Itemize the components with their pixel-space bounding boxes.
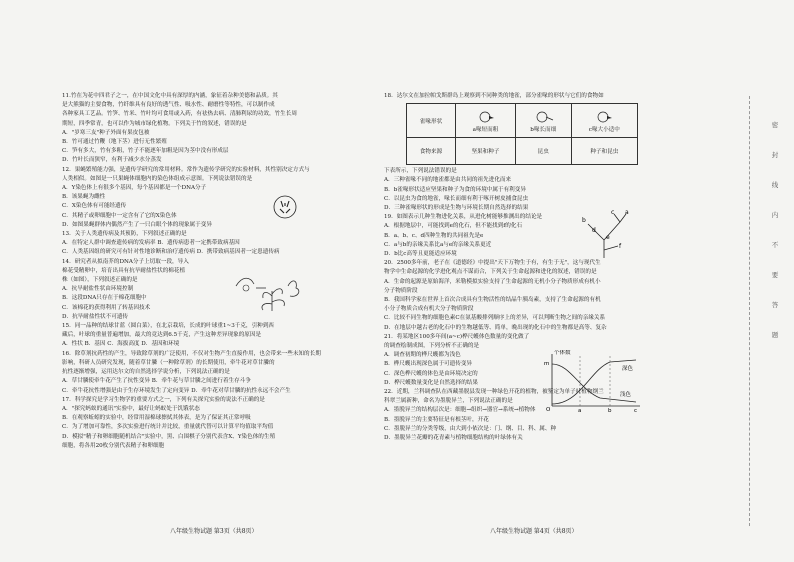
beak-a <box>456 104 516 138</box>
text-line: 22．近期，兰科调查队在西藏墨脱县发现一种绿色开花的植物，被鉴定为单子叶植物纲兰 <box>384 389 604 396</box>
binding-char: 线 <box>771 181 779 189</box>
text-line: 物学中生命起源的化学进化观点不谋而合，下列关于生命起源和进化的叙述，错误的是 <box>384 269 597 276</box>
tree-label: d <box>592 227 596 234</box>
text-line: 17．科学探究是学习生物学的重要方式之一，下列有关探究实验的说法不正确的是 <box>62 396 265 403</box>
text-line: A．性状 B．基因 C．海拔高度 D．基因和环境 <box>62 341 180 348</box>
seal-line <box>749 96 750 526</box>
beak-c <box>571 104 637 138</box>
beak-label: b喙长而细 <box>530 126 557 133</box>
text-line: B．b雀喙形状适应坚果和种子为食的环境中属于有利变异 <box>384 186 526 193</box>
text-line: B．该果蝇为雌性 <box>62 194 106 201</box>
text-line: 下表所示，下列说法错误的是 <box>384 168 457 175</box>
binding-char: 不 <box>771 241 779 249</box>
text-line: 13．关于人类遗传病及其预防，下列叙述正确的是 <box>62 231 187 238</box>
text-line: C．墨脱异兰的分类等级，由大到小依次是：门、纲、目、科、属、种 <box>384 425 557 432</box>
text-line: 影响，科研人员研究发现，随着草甘膦（一种除草剂）的长期使用，牵牛花对草甘膦的 <box>62 359 275 366</box>
text-line: 期短，四季常青，也可以作为城市绿化植物。下列关于竹的叙述，错误的是 <box>62 120 247 127</box>
text-line: 抗性逐渐增强，运用达尔文的自然选择学说分析，下列说法正确的是 <box>62 369 230 376</box>
text-line: 11.竹在为花中四君子之一，在中国文化中具有深厚的内涵，象征着杂种美德和品质。其 <box>62 93 278 99</box>
text-line: 15．同一品种的结球甘蓝（圆白菜），在北京栽培，长成的叶球重1~3千克，引种到西 <box>62 323 274 330</box>
text-line: 科翠兰属新种，命名为墨脱异兰，下列说法正确的是 <box>384 398 513 405</box>
text-line: B．这段DNA只存在于棉花细胞中 <box>62 295 147 302</box>
text-line: D．墨脱异兰花瓣的花青素与植物细胞结构的叶绿体有关 <box>384 435 523 442</box>
text-line: D．b比c高等且更能适应环境 <box>384 251 457 258</box>
graph-xtick: b <box>608 408 612 412</box>
text-line: C．X染色体有可能经遗传 <box>62 203 127 210</box>
text-line: B．在观察蚯蚓的实验中，经常用湿棉球擦拭其体表，是为了保证其正常呼吸 <box>62 415 251 422</box>
binding-margin <box>768 110 782 350</box>
tree-label: e <box>606 234 610 241</box>
text-line: A．调查初期的桦尺蠖都为浅色 <box>384 352 461 359</box>
text-line: 19．如图表示几种生物进化关系，从进化树能够推测出的结论是 <box>384 214 543 221</box>
text-line: D．在地层中越古老的化石中的生物越低等、简单，晚出现的化石中的生物都是高等、复杂 <box>384 324 607 331</box>
text-line: 小分子物质合成有机大分子物质阶段 <box>384 306 474 313</box>
text-line: D．模拟"精子和卵细胞随机结合"实验中，黑、白围棋子分别代表含X、Y染色体的生殖 <box>62 433 276 440</box>
text-line: D．桦尺蠖数量变化是自然选择的结果 <box>384 379 478 386</box>
tree-label: f <box>619 243 622 250</box>
text-line: A．三种雀喙不同的地雀都是由共同的祖先进化而来 <box>384 177 512 184</box>
text-line: C．人类基因组的研究可有针对性地诊断和治疗遗传病 D．携带致病基因者一定患遗传病 <box>62 249 280 256</box>
food-cell: 坚果和种子 <box>456 138 516 165</box>
text-line: A．根据地层中，可能找到e的化石，但不能找到f的化石 <box>384 223 523 230</box>
table-row-label: 雀喙形状 <box>407 104 456 138</box>
text-line: D．抗旱耐盐性状不可遗传 <box>62 313 129 320</box>
text-line: C．以昆虫为食的地雀，喙长而细有利于啄开树皮捕食昆虫 <box>384 195 529 202</box>
text-line: 棉花受精卵中，培育出具有抗旱耐盐性状的棉花植 <box>62 267 186 274</box>
text-line: B．墨脱异兰的主要特征是有根茎叶，开花 <box>384 416 489 423</box>
text-line: 21．将某地区100多年间(a~c)桦尺蠖体色数量的变化做了 <box>384 333 530 340</box>
text-line: C．笋有多大，竹有多粗，竹子不能逐年加粗是因为茎中没有形成层 <box>62 148 229 155</box>
text-line: C．a与b的亲缘关系比a与e的亲缘关系更近 <box>384 241 492 248</box>
left-column <box>62 92 362 451</box>
text-line: A．Y染色体上有很多个基因，每个基因都是一个DNA分子 <box>62 185 207 192</box>
graph-xtick: c <box>634 408 638 412</box>
page-footer-left: 八年级生物试题 第3页（共8页） <box>170 528 258 535</box>
beak-b-icon <box>532 109 554 123</box>
beak-label: c喙大小适中 <box>588 126 620 133</box>
graph-xtick: a <box>578 408 582 412</box>
binding-char: 题 <box>771 331 779 339</box>
text-line: 16．除草剂抗药性的产生，导致除草剂的广泛使用，不仅对生物产生直接作用，也会带来一些未知的长期 <box>62 350 321 357</box>
text-line: D．竹叶长而狭窄，有利于减少水分蒸发 <box>62 157 162 164</box>
food-cell: 种子和昆虫 <box>571 138 637 165</box>
text-line: C．该棉花的获得利用了转基因技术 <box>62 304 151 311</box>
text-line: A．墨脱异兰的结构层次是：细胞→组织→器官→系统→植物体 <box>384 407 536 414</box>
text-line: B．竹可通过竹鞭（地下茎）进行无性繁殖 <box>62 139 167 146</box>
chromosome-figure <box>272 194 298 220</box>
text-line: 18．达尔文在加拉帕戈斯群岛上观察到不同种类的地雀，部分雀喙的形状与它们的食物如 <box>384 93 604 99</box>
text-line: 是大熊猫的主要食物，竹纤维具有良好的透气性、吸水性、耐磨性等特性，可以制作成 <box>62 102 275 109</box>
evolution-tree-figure <box>574 210 634 262</box>
text-line: A．抗旱耐盐性状由环境控制 <box>62 286 134 293</box>
beak-a-icon <box>474 109 496 123</box>
text-line: C．为了增加可靠性，多次实验进行统计并比较，重量就代替可以计算平均值取平均值 <box>62 424 274 431</box>
text-line: C．牵牛花抗性增强是由于生存环境发生了定向变异 D．牵牛花对草甘膦的抗性永远不会产生 <box>62 387 291 394</box>
binding-char: 封 <box>771 151 779 159</box>
legend-dark: 深色 <box>622 366 634 372</box>
text-line: 20．2500多年前，老子在《道德经》中提出"天下万物生于有，有生于无"，这与现代生 <box>384 260 601 267</box>
text-line: 12．果蝇繁殖能力强，是遗传学研究的常用材料。常作为遗传学研究的实验材料，其性别决定方式与 <box>62 166 310 173</box>
legend-light: 浅色 <box>620 392 632 398</box>
beak-b <box>515 104 571 138</box>
moth-population-graph <box>540 350 644 412</box>
text-line: 藏后，叶球的重量普遍增加，最大的竟达到6.5千克，产生这种差异现象的原因是 <box>62 332 262 339</box>
text-line: 14．研究者从拟南芥的DNA分子上切取一段，导入 <box>62 258 189 265</box>
food-cell: 昆虫 <box>515 138 571 165</box>
binding-char: 要 <box>771 271 779 279</box>
graph-origin: O <box>546 407 551 412</box>
text-line: 的调查绘制成图，下列分析不正确的是 <box>384 343 480 350</box>
table-row-label: 食物来源 <box>407 138 456 165</box>
text-line: B．桦尺蠖出现深色属于可遗传变异 <box>384 361 473 368</box>
text-line: C．深色桦尺蠖的体色是由环境决定的 <box>384 370 478 377</box>
text-line: B．a、b、c、d四种生物的共同祖先是e <box>384 232 484 239</box>
tree-label: c <box>611 210 615 216</box>
text-line: 株（如图），下列叙述正确的是 <box>62 277 138 284</box>
text-line: A．草甘膦使牵牛花产生了抗性变异 B．牵牛花与草甘膦之间进行着生存斗争 <box>62 378 251 385</box>
text-line: D．如图果蝇群体内偶然产生了一只白眼个体的现象属于变异 <box>62 221 212 228</box>
tree-label: a <box>625 210 629 216</box>
binding-char: 内 <box>771 211 779 219</box>
text-line: A．生命的起源是原始海洋，米勒模拟实验支持了生命起源的无机小分子物质形成有机小 <box>384 278 601 285</box>
graph-ymark: m <box>544 361 550 367</box>
text-line: A．"岁寒三友"种子外面有果皮包被 <box>62 129 150 136</box>
text-line: D．三种雀喙形状的形成是生物与环境长期自然选择的结果 <box>384 205 529 212</box>
graph-ylabel: 个体数 <box>554 350 571 356</box>
text-line: C．比较不同生物的细胞色素C在氨基酸排列顺序上的差异，可以判断生物之间的亲缘关系 <box>384 315 606 322</box>
text-line: B．我国科学家在世界上首次合成具有生物活性的结晶牛胰岛素，支持了生命起源的有机 <box>384 297 601 304</box>
binding-char: 密 <box>771 121 779 129</box>
cotton-plant-figure <box>232 266 302 316</box>
text-line: 分子物质阶段 <box>384 287 418 294</box>
binding-char: 答 <box>771 301 779 309</box>
finch-beak-table <box>406 103 638 165</box>
text-line: C．其精子或卵细胞中一定含有了它的X染色体 <box>62 212 177 219</box>
text-line: 人类相似。如图是一只果蝇体细胞内的染色体组成示意图。下列说法错误的是 <box>62 175 253 182</box>
tree-label: b <box>582 217 586 224</box>
beak-c-icon <box>593 109 615 123</box>
text-line: 各种家具工艺品。竹笋、竹米、竹叶均可食用或入药，有祛热去病、清肺利尿的功效，竹生长周 <box>62 111 297 118</box>
beak-label: a喙短而粗 <box>472 126 499 133</box>
page-footer-right: 八年级生物试题 第4页（共8页） <box>490 528 578 535</box>
text-line: A．在特定人群中调查遗传病的发病率 B．遗传病患者一定携带致病基因 <box>62 240 240 247</box>
text-line: A．"探究蚂蚁的通讯"实验中，最好让蚂蚁处于饥饿状态 <box>62 405 200 412</box>
text-line: 细胞，将各用20枚分别代表精子和卵细胞 <box>62 442 165 449</box>
